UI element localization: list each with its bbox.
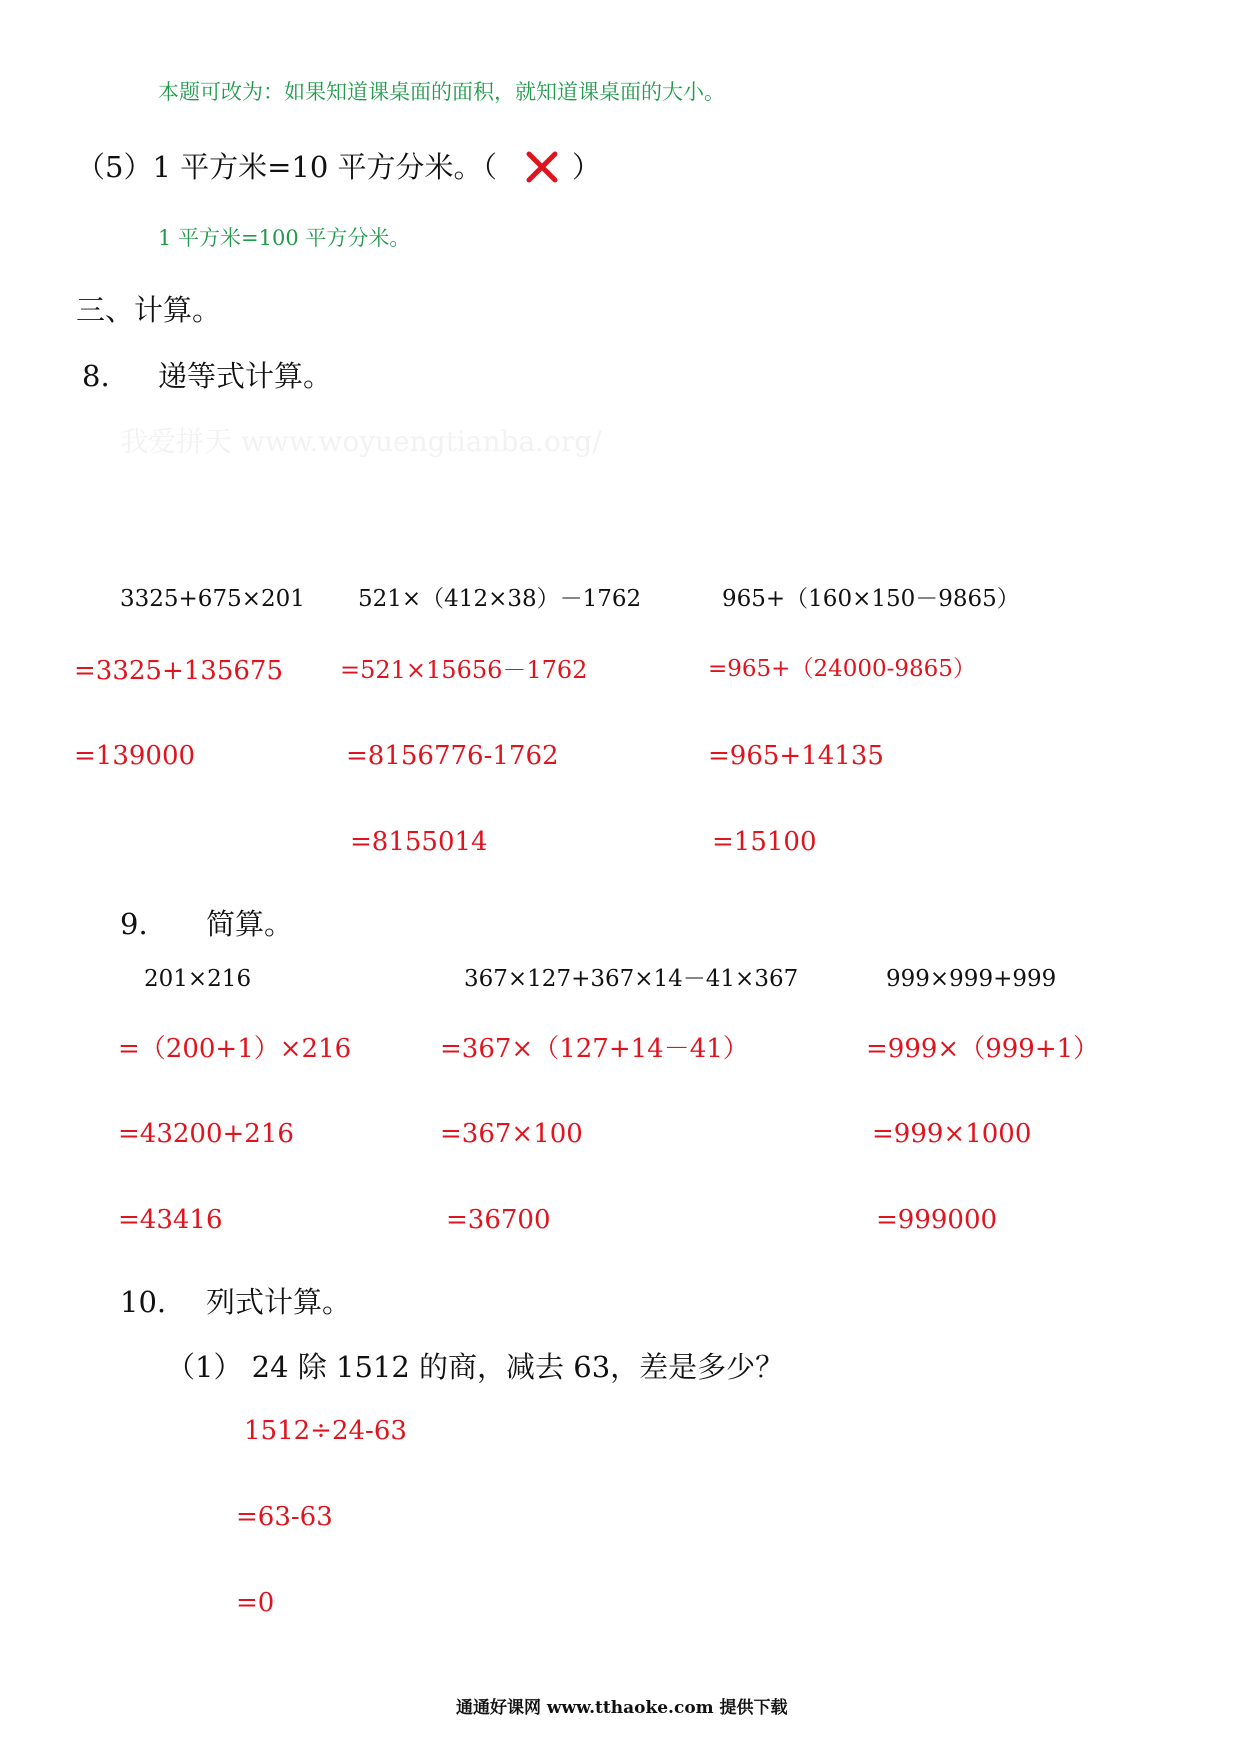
q8-expr-2: 521×（412×38）－1762 xyxy=(358,586,642,612)
q10-sub1-question: （1） 24 除 1512 的商，减去 63，差是多少？ xyxy=(166,1350,785,1384)
q8-expr-3: 965+（160×150－9865） xyxy=(722,586,1020,612)
q10-number: 10. xyxy=(120,1285,167,1319)
q8-col3-step-3: =15100 xyxy=(712,827,817,857)
footer: 通通好课网 www.tthaoke.com 提供下载 xyxy=(456,1698,788,1718)
wrong-mark-icon xyxy=(525,150,559,184)
watermark: 我爱拼天 www.woyuengtianba.org/ xyxy=(120,425,602,458)
q8-title: 递等式计算。 xyxy=(158,359,333,393)
q10-title: 列式计算。 xyxy=(206,1285,352,1319)
q9-col3-step-1: =999×（999+1） xyxy=(866,1034,1100,1064)
q8-col2-step-3: =8155014 xyxy=(350,827,488,857)
q9-col2-step-3: =36700 xyxy=(446,1205,551,1235)
q8-col1-step-1: =3325+135675 xyxy=(74,656,283,686)
q9-col2-step-1: =367×（127+14－41） xyxy=(440,1034,749,1064)
q9-col2-step-2: =367×100 xyxy=(440,1119,583,1149)
q9-number: 9. xyxy=(120,907,148,941)
q5-close-paren: ） xyxy=(572,150,602,184)
q9-col3-step-3: =999000 xyxy=(876,1205,998,1235)
q10-sub1-step-1: 1512÷24-63 xyxy=(244,1416,407,1446)
q8-col1-step-2: =139000 xyxy=(74,741,196,771)
q5-statement: （5）1 平方米=10 平方分米。（ xyxy=(76,150,498,184)
q9-col1-step-2: =43200+216 xyxy=(118,1119,294,1149)
q9-col1-step-3: =43416 xyxy=(118,1205,223,1235)
note-top: 本题可改为：如果知道课桌面的面积，就知道课桌面的大小。 xyxy=(158,80,725,104)
q8-col3-step-2: =965+14135 xyxy=(708,741,884,771)
q9-expr-3: 999×999+999 xyxy=(886,966,1057,992)
q9-expr-1: 201×216 xyxy=(144,966,252,992)
section-3-title: 三、计算。 xyxy=(76,293,222,327)
q9-title: 简算。 xyxy=(206,907,294,941)
q8-col2-step-1: =521×15656－1762 xyxy=(340,656,588,684)
q5-correction: 1 平方米=100 平方分米。 xyxy=(158,226,411,250)
q9-expr-2: 367×127+367×14－41×367 xyxy=(464,966,799,992)
q8-col3-step-1: =965+（24000-9865） xyxy=(708,656,976,682)
q8-expr-1: 3325+675×201 xyxy=(120,586,305,612)
q9-col1-step-1: =（200+1）×216 xyxy=(118,1034,352,1064)
q10-sub1-step-3: =0 xyxy=(236,1588,275,1618)
q10-sub1-step-2: =63-63 xyxy=(236,1502,333,1532)
q9-col3-step-2: =999×1000 xyxy=(872,1119,1032,1149)
q8-number: 8. xyxy=(82,359,110,393)
q8-col2-step-2: =8156776-1762 xyxy=(346,741,559,771)
